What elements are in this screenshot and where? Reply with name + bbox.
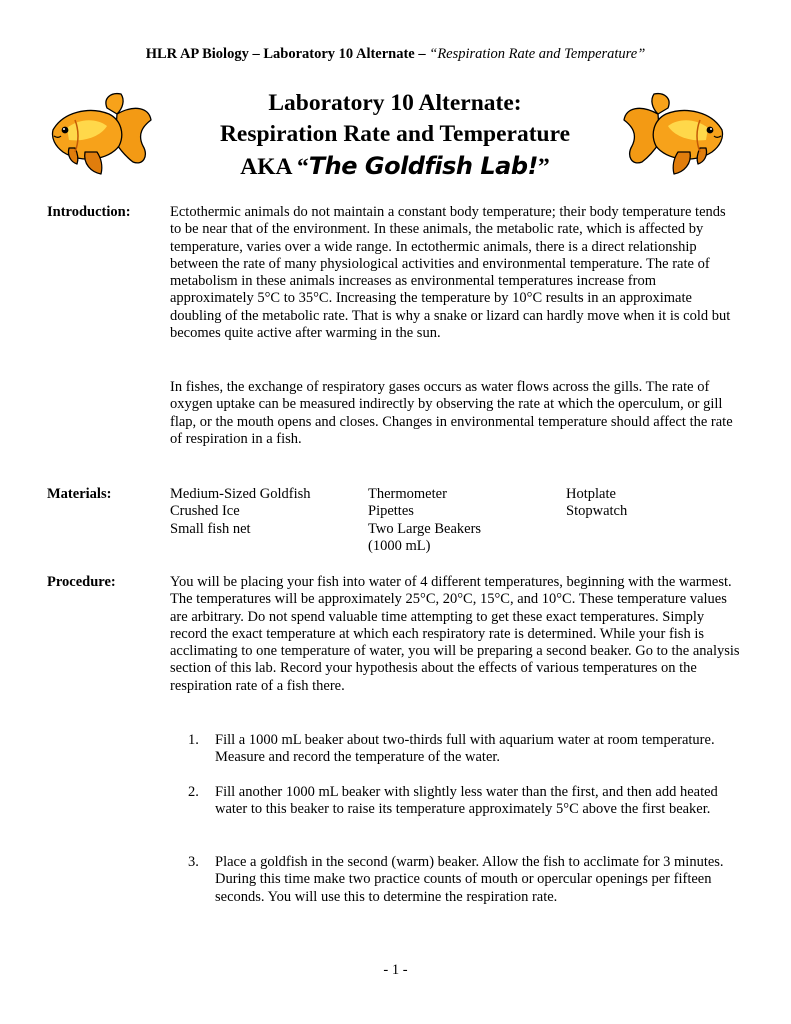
introduction-paragraph-1: Ectothermic animals do not maintain a constant body temperature; their body temperature tends to be near that of the environment. In these animals, the metabolic rate, which is affected by temperature, varies over a wide range. In ectothermic animals, there is a direct relationship between the rate of many physiological activities and environmental temperature. The rate of metabolism in these animals increases as environmental temperatures increase from approximately 5°C to 35°C. Increasing the temperature by 10°C results in an approximate doubling of the metabolic rate. That is why a snake or lizard can hardly move when it is cold but becomes quite active after warming in the sun. [170, 204, 731, 342]
header-lab-title: “Respiration Rate and Temperature” [429, 46, 646, 62]
material-item: Medium-Sized Goldfish [170, 486, 311, 502]
goldfish-left-image [45, 90, 153, 180]
title-line-2: Respiration Rate and Temperature [219, 121, 571, 147]
aka-goldfish-lab: The Goldfish Lab! [308, 152, 538, 180]
aka-line [160, 152, 630, 181]
materials-label: Materials: [47, 486, 112, 502]
procedure-intro: You will be placing your fish into water of 4 different temperatures, beginning with the warmest. The temperatures will be approximately 25°C, 20°C, 15°C, and 10°C. These temperature values are arbitrary. Do not spend valuable time attempting to get these exact temperatures. Simply record the exact temperature at which each respiratory rate is determined. While your fish is acclimating to one temperature of water, you will be preparing a second beaker. Go to the analysis section of this lab. Record your hypothesis about the effects of various temperatures on the respiration rate of a fish there. [170, 574, 740, 694]
procedure-label: Procedure: [47, 574, 116, 590]
step-number: 1. [188, 732, 199, 748]
page-number: - 1 - [383, 962, 408, 978]
materials-column-1 [170, 486, 311, 538]
introduction-label: Introduction: [47, 204, 131, 220]
step-text: Fill another 1000 mL beaker with slightly less water than the first, and then add heated water to this beaker to raise its temperature approximately 5°C above the first beaker. [215, 784, 718, 818]
material-item: Hotplate [566, 486, 616, 502]
header-separator: – [414, 46, 430, 62]
material-item: Crushed Ice [170, 503, 240, 520]
header-course: HLR AP Biology – Laboratory 10 Alternate [145, 46, 415, 62]
introduction-paragraph-2: In fishes, the exchange of respiratory gases occurs as water flows across the gills. The rate of oxygen uptake can be measured indirectly by observing the rate at which the operculum, or gill flap, or the mouth opens and closes. Changes in environmental temperature should affect the rate of respiration in a fish. [170, 379, 733, 447]
material-item: Small fish net [170, 520, 251, 537]
title-line-1: Laboratory 10 Alternate: [268, 90, 522, 116]
step-number: 2. [188, 784, 199, 800]
materials-column-3 [566, 486, 627, 521]
step-text: Fill a 1000 mL beaker about two-thirds full with aquarium water at room temperature. Measure and record the temperature of the water. [215, 732, 715, 766]
material-item: Stopwatch [566, 503, 628, 520]
goldfish-right-image [622, 90, 730, 180]
material-item: Two Large Beakers [368, 520, 482, 537]
step-number: 3. [188, 854, 199, 870]
aka-prefix: AKA “ [240, 154, 309, 180]
material-item: Pipettes [368, 503, 414, 520]
page-header [0, 46, 791, 63]
materials-column-2 [368, 486, 481, 555]
material-item: Thermometer [368, 486, 447, 502]
aka-suffix: ” [538, 154, 550, 180]
title-block [160, 88, 630, 181]
step-text: Place a goldfish in the second (warm) beaker. Allow the fish to acclimate for 3 minutes. During this time make two practice counts of mouth or opercular openings per fifteen seconds. You will use this to determine the respiration rate. [215, 854, 724, 905]
material-item: (1000 mL) [368, 537, 431, 554]
